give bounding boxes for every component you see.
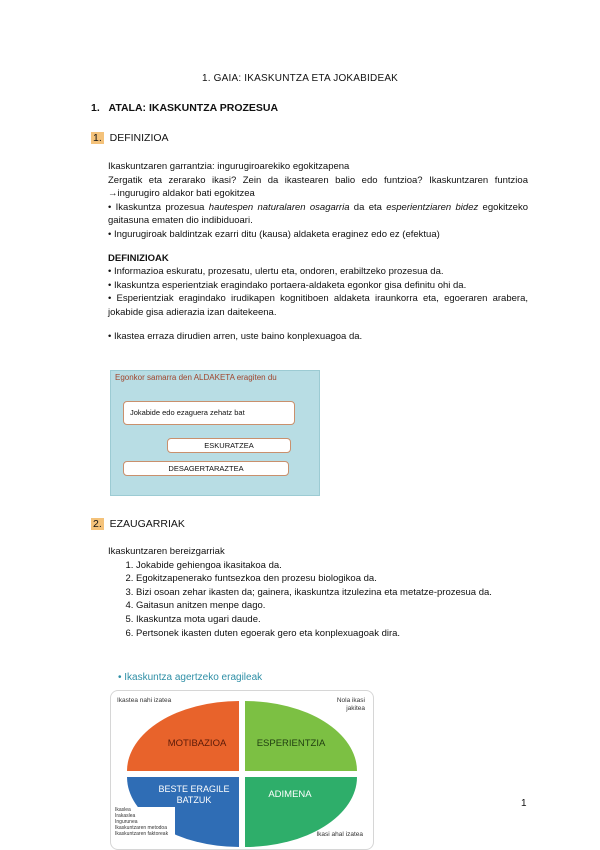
corner-label-bottom-left: Ikaslea Irakaslea Ingurunea Ikaskuntzaren metodoa Ikaskuntzaren faktoreak [115, 807, 175, 837]
text-run: egokitzeko gaitasuna ematen dio indibiduoari. [108, 201, 528, 227]
section-number: 2. [93, 518, 102, 530]
corner-label-bottom-right: Ikasi ahal izatea [316, 831, 363, 838]
change-diagram-box [110, 370, 320, 496]
box-title: Egonkor samarra den ALDAKETA eragiten du [115, 373, 277, 382]
definizioa-body [108, 160, 528, 343]
list-item: 5. Ikaskuntza mota ugari daude. [136, 613, 528, 627]
section-title: EZAUGARRIAK [109, 518, 185, 530]
definition-item: • Esperientziak eragindako irudikapen kognitiboen aldaketa iraunkorra eta, egoeraren arabera, jokabide gisa adierazia izan daitekeena. [108, 293, 528, 318]
list-item: 3. Bizi osoan zehar ikasten da; gainera, ikaskuntza itzulezina eta metatze-prozesua da. [136, 586, 528, 600]
part-number: 1. [91, 102, 100, 114]
ezaugarriak-body [108, 545, 528, 640]
part-title [91, 102, 278, 114]
part-title-text: ATALA: IKASKUNTZA PROZESUA [108, 102, 279, 114]
label-esperientzia: ESPERIENTZIA [256, 738, 326, 749]
definitions-heading: DEFINIZIOAK [108, 252, 169, 264]
corner-label-top-left: Ikastea nahi izatea [117, 697, 172, 704]
definition-item: • Ikaskuntza esperientziak eragindako portaera-aldaketa egonkor gisa definitu ohi da. [108, 279, 467, 291]
paragraph: Ikaskuntzaren bereizgarriak [108, 546, 225, 557]
section-heading-ezaugarriak [91, 518, 185, 530]
text-run-italic: hautespen naturalaren osagarria [208, 201, 350, 213]
corner-label-top-right: Nola ikasi jakitea [319, 697, 365, 713]
list-item: 6. Pertsonek ikasten duten egoerak gero eta konplexuagoak dira. [136, 627, 528, 641]
definition-item: • Ikastea erraza dirudien arren, uste baino konplexuagoa da. [108, 330, 363, 342]
factors-heading: • Ikaskuntza agertzeko eragileak [118, 672, 263, 683]
box-row-acquire: ESKURATZEA [167, 438, 291, 453]
text-run: da eta [349, 201, 387, 213]
section-number: 1. [93, 132, 102, 144]
quadrant-motibazioa [127, 701, 239, 771]
document-title: 1. GAIA: IKASKUNTZA ETA JOKABIDEAK [201, 73, 399, 84]
list-item: 2. Egokitzapenerako funtsezkoa den prozesu biologikoa da. [136, 572, 528, 586]
paragraph: Ikaskuntzaren garrantzia: ingurugiroarekiko egokitzapena [108, 161, 350, 172]
paragraph [108, 201, 528, 228]
text-run-italic: esperientziaren bidez [386, 201, 479, 213]
box-row-extinguish: DESAGERTARAZTEA [123, 461, 289, 476]
label-adimena: ADIMENA [268, 789, 312, 800]
page-number: 1 [521, 798, 527, 809]
characteristics-list [108, 559, 528, 641]
paragraph: • Ingurugiroak baldintzak ezarri ditu (kausa) aldaketa eraginez edo ez (efektua) [108, 228, 440, 240]
box-row-behavior: Jokabide edo ezaguera zehatz bat [123, 401, 295, 425]
section-title: DEFINIZIOA [109, 132, 169, 144]
section-heading-definizioa [91, 132, 169, 144]
label-motibazioa: MOTIBAZIOA [167, 738, 227, 749]
list-item: 1. Jokabide gehiengoa ikasitakoa da. [136, 559, 528, 573]
text-run: • Ikaskuntza prozesua [108, 201, 209, 213]
factors-diagram [110, 690, 374, 850]
definition-item: • Informazioa eskuratu, prozesatu, ulertu eta, ondoren, erabiltzeko prozesua da. [108, 266, 444, 278]
list-item: 4. Gaitasun anitzen menpe dago. [136, 599, 528, 613]
paragraph: Zergatik eta zerarako ikasi? Zein da ikastearen balio edo funtzioa? Ikaskuntzaren funtzioa →ingurugiro aldakor bati egokitzea [108, 174, 528, 200]
label-beste-eragile: BESTE ERAGILE BATZUK [158, 784, 230, 805]
